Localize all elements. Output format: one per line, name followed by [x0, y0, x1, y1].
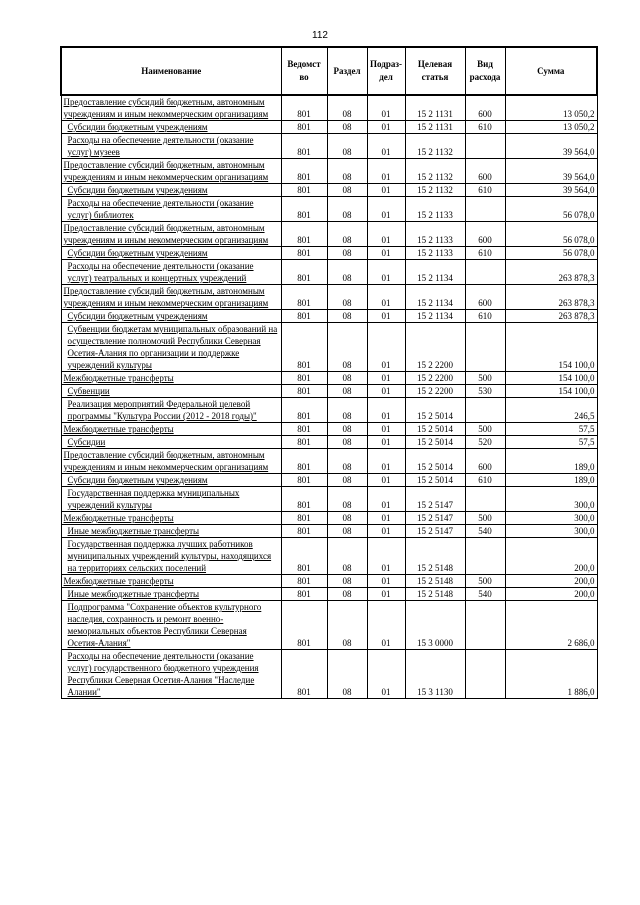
row-sum: 200,0 — [505, 538, 597, 575]
row-section: 08 — [327, 525, 367, 538]
row-subsection: 01 — [367, 588, 405, 601]
row-section: 08 — [327, 436, 367, 449]
header-dept: Ведомст во — [281, 47, 327, 95]
row-name: Подпрограмма "Сохранение объектов культурного наследия, сохранность и ремонт военно-мемориальных объектов Республики Северная Осетия-Алания" — [61, 601, 281, 650]
row-section: 08 — [327, 487, 367, 512]
row-section: 08 — [327, 449, 367, 474]
row-subsection: 01 — [367, 222, 405, 247]
row-dept: 801 — [281, 247, 327, 260]
row-name: Субсидии — [61, 436, 281, 449]
row-section: 08 — [327, 423, 367, 436]
row-dept: 801 — [281, 588, 327, 601]
row-target: 15 2 1132 — [405, 134, 465, 159]
row-dept: 801 — [281, 323, 327, 372]
table-row — [61, 423, 597, 436]
row-name: Субсидии бюджетным учреждениям — [61, 310, 281, 323]
row-dept: 801 — [281, 512, 327, 525]
row-dept: 801 — [281, 222, 327, 247]
row-name: Предоставление субсидий бюджетным, автономным учреждениям и иным некоммерческим организациям — [61, 159, 281, 184]
row-dept: 801 — [281, 474, 327, 487]
row-dept: 801 — [281, 372, 327, 385]
table-row — [61, 197, 597, 222]
row-subsection: 01 — [367, 323, 405, 372]
row-name: Расходы на обеспечение деятельности (оказание услуг) музеев — [61, 134, 281, 159]
table-header-row — [61, 47, 597, 95]
row-dept: 801 — [281, 310, 327, 323]
row-subsection: 01 — [367, 247, 405, 260]
row-subsection: 01 — [367, 436, 405, 449]
row-target: 15 2 1134 — [405, 260, 465, 285]
row-name: Расходы на обеспечение деятельности (оказание услуг) государственного бюджетного учреждения Республики Северная Осетия-Алания "Наследие Алании" — [61, 650, 281, 699]
row-target: 15 2 5014 — [405, 398, 465, 423]
table-row — [61, 372, 597, 385]
budget-table — [60, 46, 598, 699]
row-target: 15 2 5147 — [405, 487, 465, 512]
row-name: Иные межбюджетные трансферты — [61, 525, 281, 538]
row-kind: 500 — [465, 512, 505, 525]
row-subsection: 01 — [367, 385, 405, 398]
table-row — [61, 650, 597, 699]
row-sum: 39 564,0 — [505, 184, 597, 197]
row-kind — [465, 601, 505, 650]
row-sum: 189,0 — [505, 474, 597, 487]
row-kind: 610 — [465, 474, 505, 487]
row-sum: 56 078,0 — [505, 247, 597, 260]
row-target: 15 2 5014 — [405, 474, 465, 487]
table-row — [61, 95, 597, 121]
row-name: Реализация мероприятий Федеральной целевой программы "Культура России (2012 - 2018 годы)" — [61, 398, 281, 423]
row-sum: 56 078,0 — [505, 222, 597, 247]
row-section: 08 — [327, 247, 367, 260]
row-sum: 57,5 — [505, 436, 597, 449]
row-kind — [465, 487, 505, 512]
row-section: 08 — [327, 159, 367, 184]
row-sum: 2 686,0 — [505, 601, 597, 650]
row-dept: 801 — [281, 197, 327, 222]
row-sum: 263 878,3 — [505, 285, 597, 310]
table-row — [61, 575, 597, 588]
row-subsection: 01 — [367, 601, 405, 650]
row-name: Предоставление субсидий бюджетным, автономным учреждениям и иным некоммерческим организациям — [61, 222, 281, 247]
table-row — [61, 601, 597, 650]
table-row — [61, 512, 597, 525]
row-name: Субсидии бюджетным учреждениям — [61, 121, 281, 134]
row-name: Межбюджетные трансферты — [61, 372, 281, 385]
row-section: 08 — [327, 575, 367, 588]
row-sum: 57,5 — [505, 423, 597, 436]
page-number: 112 — [312, 30, 328, 41]
row-subsection: 01 — [367, 575, 405, 588]
table-row — [61, 385, 597, 398]
row-dept: 801 — [281, 525, 327, 538]
row-name: Предоставление субсидий бюджетным, автономным учреждениям и иным некоммерческим организациям — [61, 95, 281, 121]
row-section: 08 — [327, 372, 367, 385]
row-sum: 200,0 — [505, 588, 597, 601]
row-subsection: 01 — [367, 538, 405, 575]
row-kind: 540 — [465, 588, 505, 601]
row-subsection: 01 — [367, 184, 405, 197]
row-kind: 540 — [465, 525, 505, 538]
row-sum: 13 050,2 — [505, 95, 597, 121]
row-subsection: 01 — [367, 95, 405, 121]
row-name: Предоставление субсидий бюджетным, автономным учреждениям и иным некоммерческим организациям — [61, 285, 281, 310]
row-sum: 56 078,0 — [505, 197, 597, 222]
row-target: 15 2 1132 — [405, 184, 465, 197]
row-dept: 801 — [281, 134, 327, 159]
row-section: 08 — [327, 588, 367, 601]
row-dept: 801 — [281, 650, 327, 699]
row-subsection: 01 — [367, 512, 405, 525]
row-subsection: 01 — [367, 525, 405, 538]
row-section: 08 — [327, 260, 367, 285]
row-target: 15 2 5148 — [405, 588, 465, 601]
table-row — [61, 134, 597, 159]
row-name: Государственная поддержка муниципальных учреждений культуры — [61, 487, 281, 512]
row-kind — [465, 398, 505, 423]
header-name: Наименование — [61, 47, 281, 95]
row-sum: 263 878,3 — [505, 310, 597, 323]
row-sum: 39 564,0 — [505, 159, 597, 184]
row-section: 08 — [327, 323, 367, 372]
row-target: 15 2 5014 — [405, 449, 465, 474]
row-kind — [465, 134, 505, 159]
row-name: Субвенции — [61, 385, 281, 398]
row-kind: 530 — [465, 385, 505, 398]
row-target: 15 2 2200 — [405, 385, 465, 398]
table-row — [61, 398, 597, 423]
row-sum: 154 100,0 — [505, 385, 597, 398]
row-subsection: 01 — [367, 372, 405, 385]
row-name: Межбюджетные трансферты — [61, 512, 281, 525]
row-target: 15 3 1130 — [405, 650, 465, 699]
row-kind: 610 — [465, 121, 505, 134]
row-subsection: 01 — [367, 197, 405, 222]
row-target: 15 2 5014 — [405, 423, 465, 436]
table-row — [61, 121, 597, 134]
row-target: 15 2 1133 — [405, 197, 465, 222]
table-row — [61, 159, 597, 184]
row-target: 15 2 1133 — [405, 222, 465, 247]
table-row — [61, 525, 597, 538]
row-section: 08 — [327, 184, 367, 197]
row-sum: 154 100,0 — [505, 372, 597, 385]
row-dept: 801 — [281, 601, 327, 650]
row-target: 15 2 1132 — [405, 159, 465, 184]
table-row — [61, 260, 597, 285]
row-name: Субсидии бюджетным учреждениям — [61, 247, 281, 260]
header-target: Целевая статья — [405, 47, 465, 95]
table-row — [61, 247, 597, 260]
row-kind: 520 — [465, 436, 505, 449]
row-subsection: 01 — [367, 474, 405, 487]
row-dept: 801 — [281, 423, 327, 436]
row-target: 15 2 5148 — [405, 538, 465, 575]
row-kind: 600 — [465, 159, 505, 184]
row-section: 08 — [327, 474, 367, 487]
row-subsection: 01 — [367, 449, 405, 474]
row-subsection: 01 — [367, 650, 405, 699]
table-row — [61, 474, 597, 487]
table-row — [61, 184, 597, 197]
row-dept: 801 — [281, 385, 327, 398]
row-name: Государственная поддержка лучших работников муниципальных учреждений культуры, находящихся на территориях сельских поселений — [61, 538, 281, 575]
table-row — [61, 538, 597, 575]
row-name: Межбюджетные трансферты — [61, 575, 281, 588]
row-sum: 200,0 — [505, 575, 597, 588]
row-sum: 300,0 — [505, 525, 597, 538]
row-sum: 39 564,0 — [505, 134, 597, 159]
row-dept: 801 — [281, 285, 327, 310]
row-kind: 600 — [465, 285, 505, 310]
header-sum: Сумма — [505, 47, 597, 95]
row-name: Межбюджетные трансферты — [61, 423, 281, 436]
table-row — [61, 310, 597, 323]
row-sum: 13 050,2 — [505, 121, 597, 134]
row-target: 15 2 1134 — [405, 285, 465, 310]
row-subsection: 01 — [367, 134, 405, 159]
row-section: 08 — [327, 285, 367, 310]
row-kind — [465, 260, 505, 285]
row-kind — [465, 538, 505, 575]
row-target: 15 2 5147 — [405, 512, 465, 525]
row-target: 15 2 2200 — [405, 323, 465, 372]
row-kind: 500 — [465, 372, 505, 385]
row-name: Субсидии бюджетным учреждениям — [61, 184, 281, 197]
row-sum: 263 878,3 — [505, 260, 597, 285]
row-kind: 610 — [465, 310, 505, 323]
table-row — [61, 436, 597, 449]
row-sum: 300,0 — [505, 487, 597, 512]
row-dept: 801 — [281, 487, 327, 512]
row-section: 08 — [327, 538, 367, 575]
row-dept: 801 — [281, 184, 327, 197]
row-dept: 801 — [281, 449, 327, 474]
row-dept: 801 — [281, 575, 327, 588]
row-name: Иные межбюджетные трансферты — [61, 588, 281, 601]
row-section: 08 — [327, 121, 367, 134]
row-dept: 801 — [281, 159, 327, 184]
row-section: 08 — [327, 197, 367, 222]
row-kind: 600 — [465, 222, 505, 247]
row-subsection: 01 — [367, 398, 405, 423]
row-name: Субсидии бюджетным учреждениям — [61, 474, 281, 487]
row-sum: 246,5 — [505, 398, 597, 423]
row-dept: 801 — [281, 398, 327, 423]
row-target: 15 2 1133 — [405, 247, 465, 260]
row-dept: 801 — [281, 260, 327, 285]
row-target: 15 2 5014 — [405, 436, 465, 449]
row-section: 08 — [327, 134, 367, 159]
table-row — [61, 449, 597, 474]
row-dept: 801 — [281, 95, 327, 121]
row-target: 15 2 5147 — [405, 525, 465, 538]
row-sum: 1 886,0 — [505, 650, 597, 699]
row-sum: 189,0 — [505, 449, 597, 474]
table-row — [61, 222, 597, 247]
row-subsection: 01 — [367, 159, 405, 184]
row-target: 15 2 2200 — [405, 372, 465, 385]
row-section: 08 — [327, 650, 367, 699]
row-subsection: 01 — [367, 121, 405, 134]
row-target: 15 3 0000 — [405, 601, 465, 650]
row-kind: 600 — [465, 95, 505, 121]
row-dept: 801 — [281, 538, 327, 575]
row-target: 15 2 1131 — [405, 95, 465, 121]
row-kind: 500 — [465, 423, 505, 436]
row-sum: 154 100,0 — [505, 323, 597, 372]
row-kind: 610 — [465, 184, 505, 197]
row-target: 15 2 1131 — [405, 121, 465, 134]
table-row — [61, 323, 597, 372]
row-section: 08 — [327, 512, 367, 525]
row-subsection: 01 — [367, 423, 405, 436]
row-kind — [465, 197, 505, 222]
row-name: Расходы на обеспечение деятельности (оказание услуг) библиотек — [61, 197, 281, 222]
row-name: Расходы на обеспечение деятельности (оказание услуг) театральных и концертных учреждений — [61, 260, 281, 285]
row-dept: 801 — [281, 121, 327, 134]
row-name: Предоставление субсидий бюджетным, автономным учреждениям и иным некоммерческим организациям — [61, 449, 281, 474]
header-kind: Вид расхода — [465, 47, 505, 95]
row-name: Субвенции бюджетам муниципальных образований на осуществление полномочий Республики Северная Осетия-Алания по организации и поддержке учреждений культуры — [61, 323, 281, 372]
table-row — [61, 487, 597, 512]
row-kind: 600 — [465, 449, 505, 474]
row-section: 08 — [327, 398, 367, 423]
row-section: 08 — [327, 222, 367, 247]
row-section: 08 — [327, 95, 367, 121]
row-section: 08 — [327, 385, 367, 398]
row-kind — [465, 323, 505, 372]
row-kind — [465, 650, 505, 699]
row-kind: 500 — [465, 575, 505, 588]
row-dept: 801 — [281, 436, 327, 449]
row-target: 15 2 1134 — [405, 310, 465, 323]
row-section: 08 — [327, 310, 367, 323]
row-subsection: 01 — [367, 260, 405, 285]
header-subsection: Подраз- дел — [367, 47, 405, 95]
row-kind: 610 — [465, 247, 505, 260]
row-subsection: 01 — [367, 285, 405, 310]
row-subsection: 01 — [367, 310, 405, 323]
row-target: 15 2 5148 — [405, 575, 465, 588]
table-body — [61, 95, 597, 699]
table-row — [61, 588, 597, 601]
table-row — [61, 285, 597, 310]
row-sum: 300,0 — [505, 512, 597, 525]
row-subsection: 01 — [367, 487, 405, 512]
header-section: Раздел — [327, 47, 367, 95]
row-section: 08 — [327, 601, 367, 650]
